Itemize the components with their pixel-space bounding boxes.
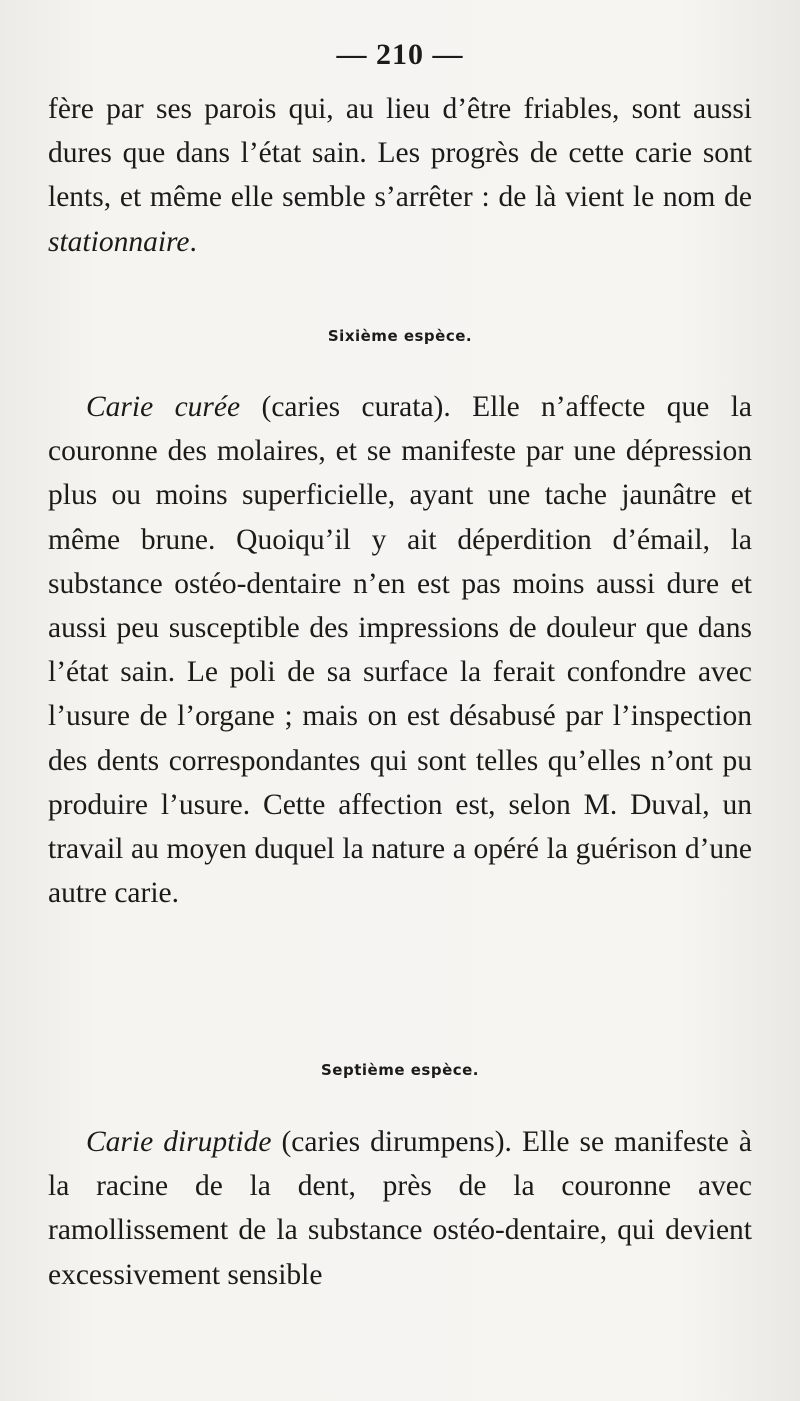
paragraph-1-text-b: . (189, 225, 197, 258)
paragraph-carie-curee (48, 385, 752, 915)
section-heading-septieme: Septième espèce. (321, 1061, 479, 1079)
paragraph-2-italic-term: Carie curée (86, 391, 241, 423)
paragraph-3-italic-term: Carie diruptide (86, 1126, 272, 1158)
paragraph-continuation (48, 87, 752, 264)
paragraph-1-italic-term: stationnaire (48, 225, 190, 258)
paragraph-carie-diruptide (48, 1120, 752, 1297)
paragraph-2-text: (caries curata). Elle n’affecte que la couronne des molaires, et se manifeste par une dépression plus ou moins superficielle, ayant une tache jaunâtre et même brune. Quoiqu’il y ait déperdition d’émail, la substance ostéo-dentaire n’en est pas moins aussi dure et aussi peu susceptible des impressions de douleur que dans l’état sain. Le poli de sa surface la ferait confondre avec l’usure de l’organe ; mais on est désabusé par l’inspection des dents correspondantes qui sont telles qu’elles n’ont pu produire l’usure. Cette affection est, selon M. Duval, un travail au moyen duquel la nature a opéré la guérison d’une autre carie. (48, 391, 752, 910)
paragraph-2 (48, 385, 752, 915)
paragraph-1-text-a: fère par ses parois qui, au lieu d’être friables, sont aussi dures que dans l’état sain. Les progrès de cette carie sont lents, et même elle semble s’arrêter : de là vient le nom de (48, 93, 752, 214)
paragraph-3-text: (caries dirumpens). Elle se manifeste à la racine de la dent, près de la couronne avec ramollissement de la substance ostéo-dentaire, qui devient excessivement sensible (48, 1126, 752, 1291)
paragraph-3 (48, 1120, 752, 1297)
page-number: — 210 — (336, 38, 464, 71)
section-heading-sixieme: Sixième espèce. (327, 327, 473, 345)
paragraph-1 (48, 87, 752, 264)
